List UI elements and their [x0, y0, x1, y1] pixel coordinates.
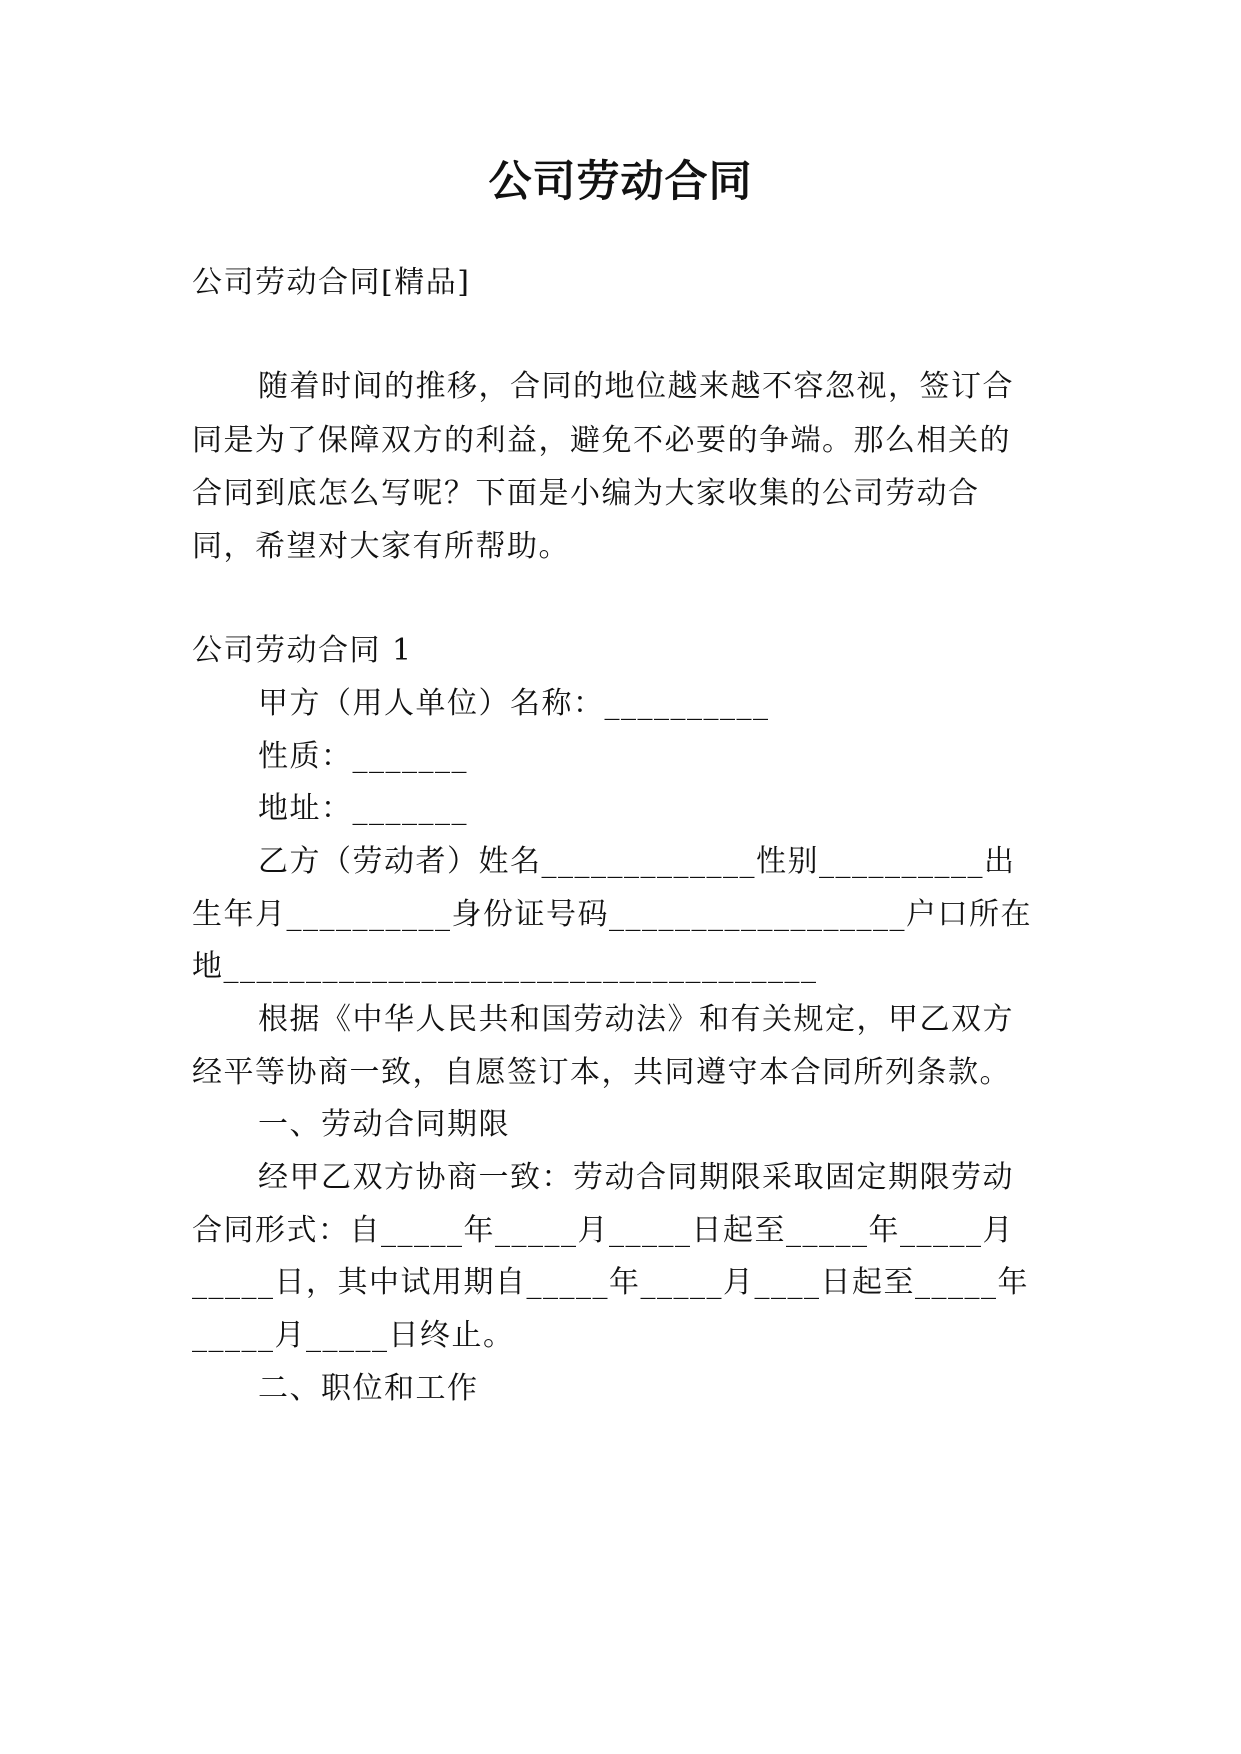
intro-line-4: 同，希望对大家有所帮助。	[192, 529, 570, 564]
nature-field: 性质：_______	[258, 739, 468, 774]
clause1-line-4: _____月_____日终止。	[192, 1318, 515, 1353]
document-title: 公司劳动合同	[488, 157, 753, 207]
employee-line-1: 乙方（劳动者）姓名_____________性别__________出	[258, 844, 1016, 879]
intro-line-1: 随着时间的推移，合同的地位越来越不容忽视，签订合	[258, 369, 1014, 404]
document-subtitle: 公司劳动合同[精品]	[192, 265, 471, 300]
employee-line-2: 生年月__________身份证号码__________________户口所在	[192, 897, 1032, 932]
intro-line-2: 同是为了保障双方的利益，避免不必要的争端。那么相关的	[192, 423, 1011, 458]
intro-line-3: 合同到底怎么写呢？下面是小编为大家收集的公司劳动合	[192, 476, 980, 511]
employer-name-field: 甲方（用人单位）名称：__________	[258, 686, 770, 721]
clause1-line-3: _____日，其中试用期自_____年_____月____日起至_____年	[192, 1265, 1029, 1300]
basis-line-2: 经平等协商一致，自愿签订本，共同遵守本合同所列条款。	[192, 1055, 1011, 1090]
clause1-heading: 一、劳动合同期限	[258, 1107, 510, 1142]
clause1-line-2: 合同形式：自_____年_____月_____日起至_____年_____月	[192, 1213, 1014, 1248]
address-field: 地址：_______	[258, 791, 468, 826]
basis-line-1: 根据《中华人民共和国劳动法》和有关规定，甲乙双方	[258, 1002, 1014, 1037]
section-heading: 公司劳动合同 1	[192, 633, 413, 668]
clause1-line-1: 经甲乙双方协商一致：劳动合同期限采取固定期限劳动	[258, 1160, 1014, 1195]
clause2-heading: 二、职位和工作	[258, 1371, 479, 1406]
employee-line-3: 地____________________________________	[192, 949, 818, 984]
